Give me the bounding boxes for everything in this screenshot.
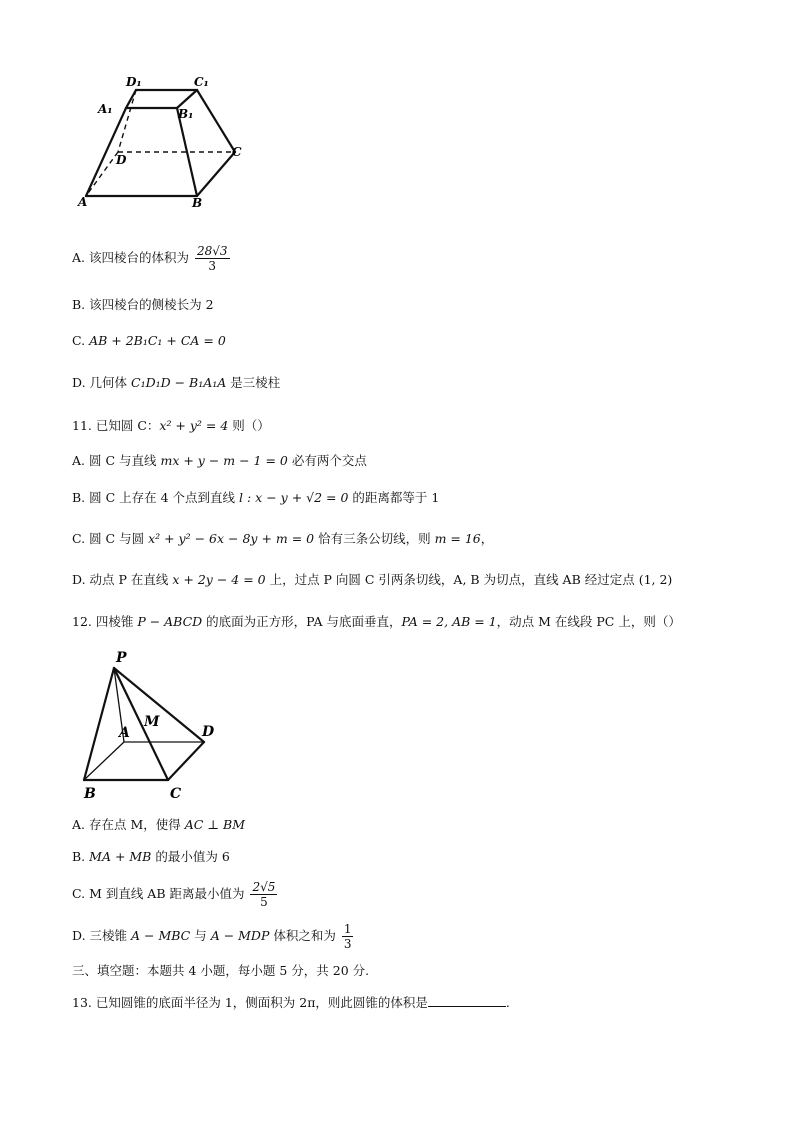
q12-stem (72, 613, 681, 631)
q11-option-b-math: l : x − y + √2 = 0 (239, 490, 349, 505)
q10-option-a (72, 244, 232, 273)
fig1-label-b: B (192, 196, 203, 210)
fraction-numerator: 2√5 (252, 880, 276, 894)
q10-option-b: B. 该四棱台的侧棱长为 2 (72, 297, 214, 312)
q10-option-d-suffix: 是三棱柱 (226, 375, 281, 390)
q11-stem-text: 11. 已知圆 C： (72, 418, 160, 433)
q13-stem (72, 994, 510, 1012)
q11-option-b-text: B. 圆 C 上存在 4 个点到直线 (72, 490, 240, 505)
q11-option-a-text: A. 圆 C 与直线 (72, 453, 161, 468)
frustum-figure (72, 68, 257, 213)
q10-option-a-fraction (195, 244, 230, 273)
q12-option-b-math: MA + MB (89, 849, 152, 864)
q10-option-d-label: D. 几何体 (72, 375, 131, 390)
q12-option-d (72, 922, 355, 951)
q12-option-d-text: D. 三棱锥 (72, 928, 131, 943)
fig1-label-d: D (116, 153, 127, 167)
q12-option-d-suffix: 体积之和为 (269, 928, 336, 943)
q13-end: . (505, 995, 510, 1010)
q11-option-d-text: D. 动点 P 在直线 (72, 572, 173, 587)
q13-text: 13. 已知圆锥的底面半径为 1，侧面积为 2π，则此圆锥的体积是 (72, 995, 428, 1010)
q12-option-d-fraction (342, 922, 354, 951)
fig1-label-a1: A₁ (98, 102, 113, 116)
fraction-denominator: 5 (260, 895, 268, 909)
section-3-heading: 三、填空题：本题共 4 小题，每小题 5 分，共 20 分. (72, 963, 370, 978)
fraction-numerator: 1 (343, 922, 352, 936)
q11-option-c-suffix: ， (480, 531, 494, 546)
q12-stem-text: 12. 四棱锥 (72, 614, 138, 629)
q11-option-c-text: C. 圆 C 与圆 (72, 531, 149, 546)
answer-blank[interactable] (428, 994, 506, 1007)
q11-option-d-point: (1, 2) (638, 572, 673, 587)
q11-option-c-mid: 恰有三条公切线，则 (314, 531, 435, 546)
q11-option-d (72, 571, 672, 589)
q12-option-a (72, 816, 245, 834)
q12-option-c-fraction (250, 880, 277, 909)
q10-option-c-math: AB + 2B₁C₁ + CA = 0 (89, 333, 226, 348)
q10-option-a-text: A. 该四棱台的体积为 (72, 250, 189, 265)
q10-option-c-label: C. (72, 333, 90, 348)
fraction-denominator: 3 (343, 937, 352, 951)
q12-option-d-math: A − MBC (131, 928, 191, 943)
fig2-label-c: C (170, 786, 182, 802)
fig2-label-p: P (116, 650, 127, 666)
fig2-label-b: B (84, 786, 96, 802)
q11-option-a-suffix: 必有两个交点 (287, 453, 367, 468)
fraction-numerator: 28√3 (196, 244, 228, 258)
q11-option-a-math: mx + y − m − 1 = 0 (160, 453, 288, 468)
fraction-denominator: 3 (208, 259, 217, 273)
fig2-label-d: D (202, 724, 215, 740)
q12-stem-math2: PA = 2, AB = 1 (401, 614, 497, 629)
q11-stem-math: x² + y² = 4 (159, 418, 229, 433)
fig1-label-d1: D₁ (126, 75, 142, 89)
q12-option-b (72, 848, 230, 866)
fig2-label-m: M (144, 714, 160, 730)
q12-option-a-text: A. 存在点 M，使得 (72, 817, 185, 832)
q11-option-d-math: x + 2y − 4 = 0 (172, 572, 266, 587)
q12-stem-mid: 的底面为正方形，PA 与底面垂直， (202, 614, 402, 629)
q12-option-d-math2: A − MDP (210, 928, 270, 943)
q11-option-b-suffix: 的距离都等于 1 (348, 490, 440, 505)
fig1-label-b1: B₁ (178, 107, 194, 121)
pyramid-figure (76, 648, 226, 803)
q12-option-b-suffix: 的最小值为 6 (151, 849, 230, 864)
fig2-label-a: A (119, 725, 130, 741)
q11-option-c (72, 530, 493, 548)
q11-option-c-math: x² + y² − 6x − 8y + m = 0 (148, 531, 315, 546)
q12-option-b-label: B. (72, 849, 90, 864)
q12-option-c (72, 880, 279, 909)
q11-option-b (72, 489, 439, 507)
q11-option-a (72, 452, 367, 470)
fig1-label-a: A (78, 195, 88, 209)
fig1-label-c1: C₁ (194, 75, 209, 89)
q11-stem (72, 417, 270, 435)
q11-option-c-math2: m = 16 (434, 531, 481, 546)
q12-option-c-text: C. M 到直线 AB 距离最小值为 (72, 886, 245, 901)
q12-option-a-math: AC ⊥ BM (184, 817, 246, 832)
fig1-label-c: C (232, 145, 242, 159)
q12-stem-math: P − ABCD (137, 614, 203, 629)
q11-option-d-mid: 上，过点 P 向圆 C 引两条切线，A, B 为切点，直线 AB 经过定点 (265, 572, 639, 587)
q10-option-d (72, 374, 280, 392)
q10-option-c (72, 332, 226, 350)
q12-option-d-mid: 与 (190, 928, 211, 943)
q12-stem-suffix: ，动点 M 在线段 PC 上，则（） (496, 614, 681, 629)
q10-option-d-math: C₁D₁D − B₁A₁A (131, 375, 227, 390)
q11-stem-suffix: 则（） (228, 418, 270, 433)
